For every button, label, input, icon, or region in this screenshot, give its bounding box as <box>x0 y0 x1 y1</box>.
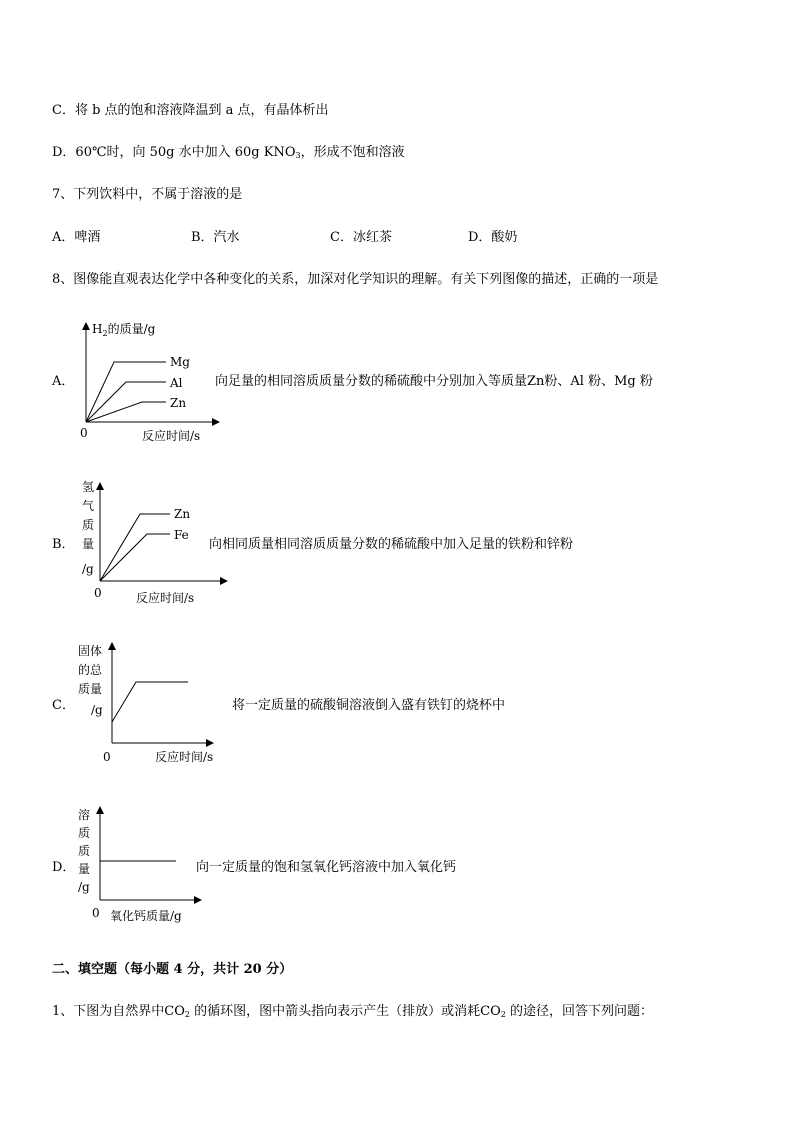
mg-line <box>86 362 166 422</box>
y-axis-label-h: H <box>92 322 103 336</box>
y-axis-label-1: 氢 <box>82 480 95 494</box>
series-label-mg: Mg <box>170 355 190 369</box>
q6-option-d-text-end: ，形成不饱和溶液 <box>300 145 405 160</box>
y-axis-label-2: 质 <box>78 826 91 840</box>
x-axis-label: 反应时间/s <box>155 750 214 764</box>
q8-c-graph <box>76 636 236 770</box>
zn-line <box>86 402 166 422</box>
y-axis-label-5: /g <box>78 880 90 894</box>
q7-option-b: B．汽水 <box>191 230 240 245</box>
y-axis-label-4: 量 <box>78 862 91 876</box>
q6-option-d <box>52 141 405 160</box>
mass-line <box>112 682 188 722</box>
q1-text-1: 1、下图为自然界中CO <box>52 1004 185 1019</box>
q8-stem: 8、图像能直观表达化学中各种变化的关系，加深对化学知识的理解。有关下列图像的描述，正确的一项是 <box>52 272 659 287</box>
q8-d-label: D． <box>52 860 76 875</box>
q8-c-desc: 将一定质量的硫酸铜溶液倒入盛有铁钉的烧杯中 <box>232 698 506 713</box>
y-axis-label-sub: 2 <box>102 329 108 338</box>
q7-stem: 7、下列饮料中，不属于溶液的是 <box>52 187 243 202</box>
q8-b-graph <box>76 476 226 608</box>
q8-a-label: A． <box>52 374 75 389</box>
y-axis-label-3: 质 <box>82 518 95 532</box>
q6-option-d-text: D．60℃时，向 50g 水中加入 60g KNO <box>52 145 296 160</box>
q1-text-3: 的途径，回答下列问题： <box>505 1004 653 1019</box>
q7-option-d: D．酸奶 <box>468 230 518 245</box>
origin-label: 0 <box>92 906 100 920</box>
q1-sub-2: 2 <box>500 1010 506 1019</box>
series-label-zn: Zn <box>170 396 187 410</box>
y-axis-label <box>92 321 156 338</box>
series-label-fe: Fe <box>174 528 189 542</box>
q1-sub-1: 2 <box>184 1010 190 1019</box>
q7-option-a: A．啤酒 <box>52 230 101 245</box>
y-axis-label-2: 的总 <box>78 663 103 677</box>
x-axis-label: 反应时间/s <box>136 591 195 605</box>
q1-stem <box>52 1000 653 1019</box>
x-axis-label: 反应时间/s <box>142 429 201 443</box>
q8-d-desc: 向一定质量的饱和氢氧化钙溶液中加入氧化钙 <box>196 860 457 875</box>
series-label-al: Al <box>170 376 183 390</box>
y-axis-label-4: /g <box>91 703 103 717</box>
origin-label: 0 <box>80 426 88 440</box>
series-label-zn: Zn <box>174 507 191 521</box>
origin-label: 0 <box>103 750 111 764</box>
y-axis-label-3: 质量 <box>78 682 103 696</box>
y-axis-label-4: 量 <box>82 537 95 551</box>
y-axis-label-3: 质 <box>78 844 91 858</box>
q8-b-desc: 向相同质量相同溶质质量分数的稀硫酸中加入足量的铁粉和锌粉 <box>209 537 574 552</box>
q7-option-c: C．冰红茶 <box>330 230 392 245</box>
q6-option-c: C．将 b 点的饱和溶液降温到 a 点，有晶体析出 <box>52 103 329 118</box>
q1-text-2: 的循环图，图中箭头指向表示产生（排放）或消耗CO <box>189 1004 501 1019</box>
q8-b-label: B． <box>52 537 75 552</box>
x-axis-label: 氧化钙质量/g <box>110 909 182 923</box>
q8-d-graph <box>76 800 206 928</box>
origin-label: 0 <box>94 586 102 600</box>
y-axis-label-5: /g <box>82 562 94 576</box>
q8-a-desc: 向足量的相同溶质质量分数的稀硫酸中分别加入等质量Zn粉、Al 粉、Mg 粉 <box>215 374 653 389</box>
section-title: 二、填空题（每小题 4 分，共计 20 分） <box>52 962 293 977</box>
q8-c-label: C． <box>52 698 75 713</box>
q6-option-d-subscript: 3 <box>295 151 301 160</box>
y-axis-label-rest: 的质量/g <box>107 322 156 336</box>
y-axis-label-2: 气 <box>82 499 95 513</box>
y-axis-label-1: 固体 <box>78 644 103 658</box>
fe-line <box>100 534 170 581</box>
q8-a-graph <box>76 316 226 444</box>
y-axis-label-1: 溶 <box>78 808 91 822</box>
